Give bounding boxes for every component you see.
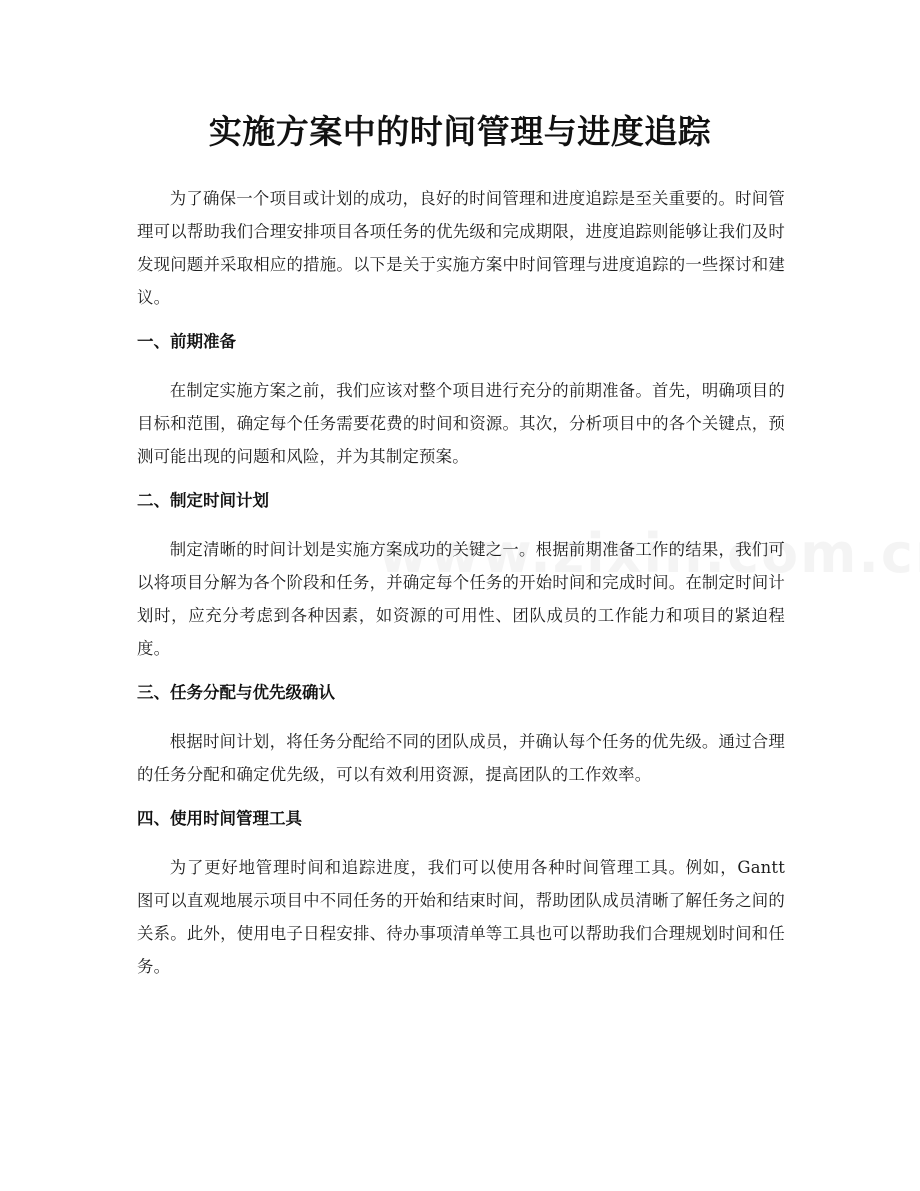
section-heading-tools: 四、使用时间管理工具: [137, 809, 302, 828]
section-paragraph-tools: 为了更好地管理时间和追踪进度，我们可以使用各种时间管理工具。例如，Gantt 图可以直观地展示项目中不同任务的开始和结束时间，帮助团队成员清晰了解任务之间的关系。此外，使用电子日程安排、待办事项清单等工具也可以帮助我们合理规划时间和任务。: [137, 858, 785, 976]
section-heading-task-assignment: 三、任务分配与优先级确认: [137, 683, 335, 702]
document-body: [137, 182, 785, 983]
section-paragraph-preparation: 在制定实施方案之前，我们应该对整个项目进行充分的前期准备。首先，明确项目的目标和范围，确定每个任务需要花费的时间和资源。其次，分析项目中的各个关键点，预测可能出现的问题和风险，并为其制定预案。: [137, 381, 785, 466]
section-paragraph-task-assignment: 根据时间计划，将任务分配给不同的团队成员，并确认每个任务的优先级。通过合理的任务分配和确定优先级，可以有效利用资源，提高团队的工作效率。: [137, 732, 785, 784]
intro-paragraph: 为了确保一个项目或计划的成功，良好的时间管理和进度追踪是至关重要的。时间管理可以帮助我们合理安排项目各项任务的优先级和完成期限，进度追踪则能够让我们及时发现问题并采取相应的措施。以下是关于实施方案中时间管理与进度追踪的一些探讨和建议。: [137, 189, 785, 307]
section-heading-preparation: 一、前期准备: [137, 332, 236, 351]
section-paragraph-time-plan: 制定清晰的时间计划是实施方案成功的关键之一。根据前期准备工作的结果，我们可以将项目分解为各个阶段和任务，并确定每个任务的开始时间和完成时间。在制定时间计划时，应充分考虑到各种因素，如资源的可用性、团队成员的工作能力和项目的紧迫程度。: [137, 540, 785, 658]
document-title: 实施方案中的时间管理与进度追踪: [208, 112, 712, 151]
section-heading-time-plan: 二、制定时间计划: [137, 491, 269, 510]
